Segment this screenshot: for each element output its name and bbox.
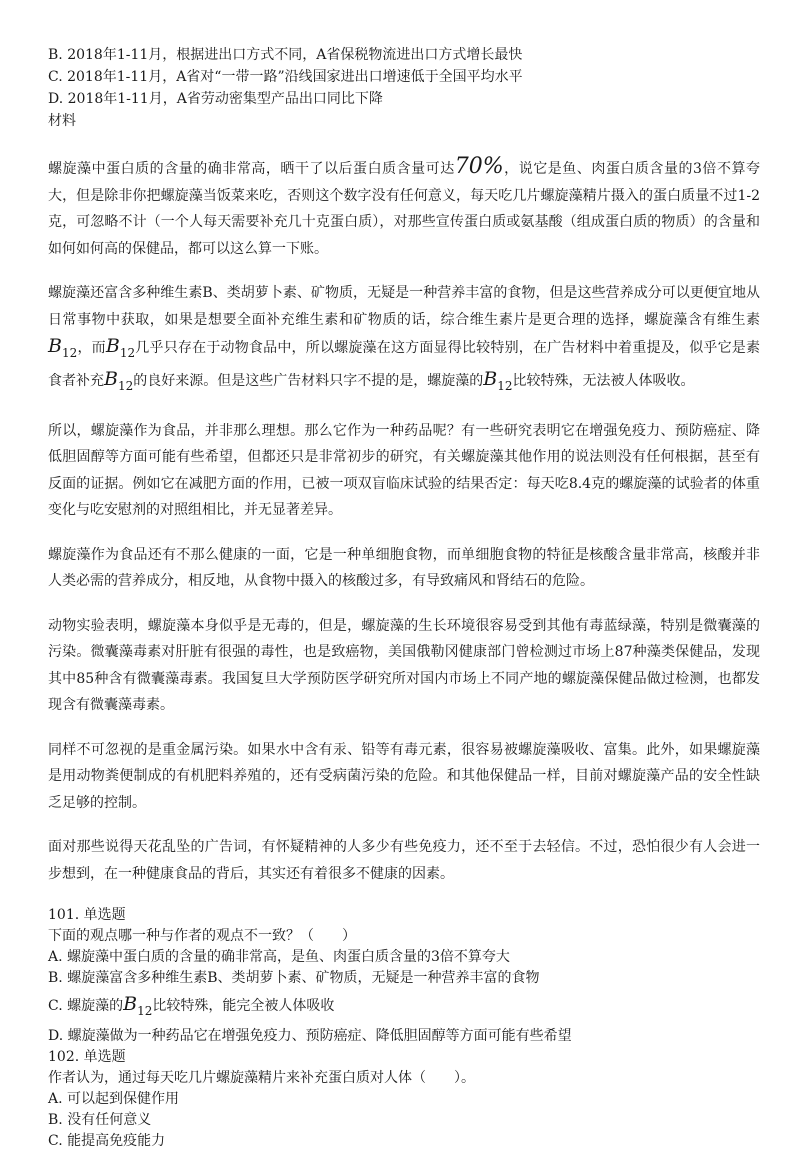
option-a[interactable]: A. 可以起到保健作用 [48, 1090, 180, 1107]
question-stem: 作者认为，通过每天吃几片螺旋藻精片来补充蛋白质对人体（ ）。 [48, 1069, 475, 1086]
paragraph-3: 所以，螺旋藻作为食品，并非那么理想。那么它作为一种药品呢？有一些研究表明它在增强免疫力、预防癌症、降低胆固醇等方面可能有些希望，但都还只是非常初步的研究，有关螺旋藻其他作用的说法则没有任何根据，甚至有反面的证据。例如它在减肥方面的作用，已被一项双盲临床试验的结果否定：每天吃8.4克的螺旋藻的试验者的体重变化与吃安慰剂的对照组相比，并无显著差异。 [48, 422, 760, 519]
option-a[interactable]: A. 螺旋藻中蛋白质的含量的确非常高，是鱼、肉蛋白质含量的3倍不算夸大 [48, 949, 510, 966]
paragraph-5: 动物实验表明，螺旋藻本身似乎是无毒的，但是，螺旋藻的生长环境很容易受到其他有毒蓝绿藻，特别是微囊藻的污染。微囊藻毒素对肝脏有很强的毒性，也是致癌物，美国俄勒冈健康部门曾检测过市场上87种藻类保健品，发现其中85种含有微囊藻毒素。我国复旦大学预防医学研究所对国内市场上不同产地的螺旋藻保健品做过检测，也都发现含有微囊藻毒素。 [48, 617, 760, 714]
question-101 [48, 905, 760, 1047]
document-page [48, 44, 760, 1152]
prev-option-c: C. 2018年1-11月，A省对“一带一路”沿线国家进出口增速低于全国平均水平 [48, 69, 523, 85]
percent-formula: 70% [454, 154, 504, 179]
paragraph-2: 螺旋藻还富含多种维生素B、类胡萝卜素、矿物质，无疑是一种营养丰富的食物，但是这些营养成分可以更便宜地从日常事物中获取，如果是想要全面补充维生素和矿物质的话，综合维生素片是更合理的选择，螺旋藻含有维生素$B_{12}$，而$B_{12}$几乎只存在于动物食品中，所以螺旋藻在这方面显得比较特别，在广告材料中着重提及，似乎它是素食者补充$B_{12}$的良好来源。但是这些广告材料只字不提的是，螺旋藻的$B_{12}$比较特殊，无法被人体吸收。 [48, 285, 761, 394]
option-b[interactable]: B. 没有任何意义 [48, 1111, 152, 1128]
question-number: 102. 单选题 [48, 1048, 126, 1065]
option-d[interactable]: D. 螺旋藻做为一种药品它在增强免疫力、预防癌症、降低胆固醇等方面可能有些希望 [48, 1027, 572, 1044]
prev-option-b: B. 2018年1-11月，根据进出口方式不同，A省保税物流进出口方式增长最快 [48, 47, 523, 63]
question-102 [48, 1047, 760, 1152]
option-c[interactable]: C. 能提高免疫能力 [48, 1132, 166, 1149]
option-c[interactable]: C. 螺旋藻的$B_{12}$比较特殊，能完全被人体吸收 [48, 993, 335, 1018]
paragraph-6: 同样不可忽视的是重金属污染。如果水中含有汞、铅等有毒元素，很容易被螺旋藻吸收、富集。此外，如果螺旋藻是用动物粪便制成的有机肥料养殖的，还有受病菌污染的危险。和其他保健品一样，目前对螺旋藻产品的安全性缺乏足够的控制。 [48, 741, 760, 811]
prev-option-d: D. 2018年1-11月，A省劳动密集型产品出口同比下降 [48, 91, 383, 107]
b12-formula: $B_{12}$ [483, 368, 513, 394]
option-b[interactable]: B. 螺旋藻富含多种维生素B、类胡萝卜素、矿物质，无疑是一种营养丰富的食物 [48, 970, 540, 987]
b12-formula: $B_{12}$ [48, 335, 78, 360]
paragraph-4: 螺旋藻作为食品还有不那么健康的一面，它是一种单细胞食物，而单细胞食物的特征是核酸含量非常高，核酸并非人类必需的营养成分，相反地，从食物中摄入的核酸过多，有导致痛风和肾结石的危险。 [48, 546, 760, 590]
b12-formula: $B_{12}$ [105, 335, 136, 360]
paragraph-1: 螺旋藻中蛋白质的含量的确非常高，晒干了以后蛋白质含量可达70%，说它是鱼、肉蛋白质含量的3倍不算夸大，但是除非你把螺旋藻当饭菜来吃，否则这个数字没有任何意义，每天吃几片螺旋藻精片摄入的蛋白质量不过1-2克，可忽略不计（一个人每天需要补充几十克蛋白质），对那些宣传蛋白质或氨基酸（组成蛋白质的物质）的含量和如何如何高的保健品，都可以这么算一下账。 [48, 154, 761, 257]
b12-formula: $B_{12}$ [104, 368, 134, 394]
b12-formula: $B_{12}$ [123, 993, 153, 1018]
paragraph-7: 面对那些说得天花乱坠的广告词，有怀疑精神的人多少有些免疫力，还不至于去轻信。不过，恐怕很少有人会进一步想到，在一种健康食品的背后，其实还有着很多不健康的因素。 [48, 839, 760, 882]
material-label: 材料 [48, 113, 76, 129]
question-number: 101. 单选题 [48, 907, 126, 924]
question-stem: 下面的观点哪一种与作者的观点不一致？（ ） [48, 928, 356, 945]
